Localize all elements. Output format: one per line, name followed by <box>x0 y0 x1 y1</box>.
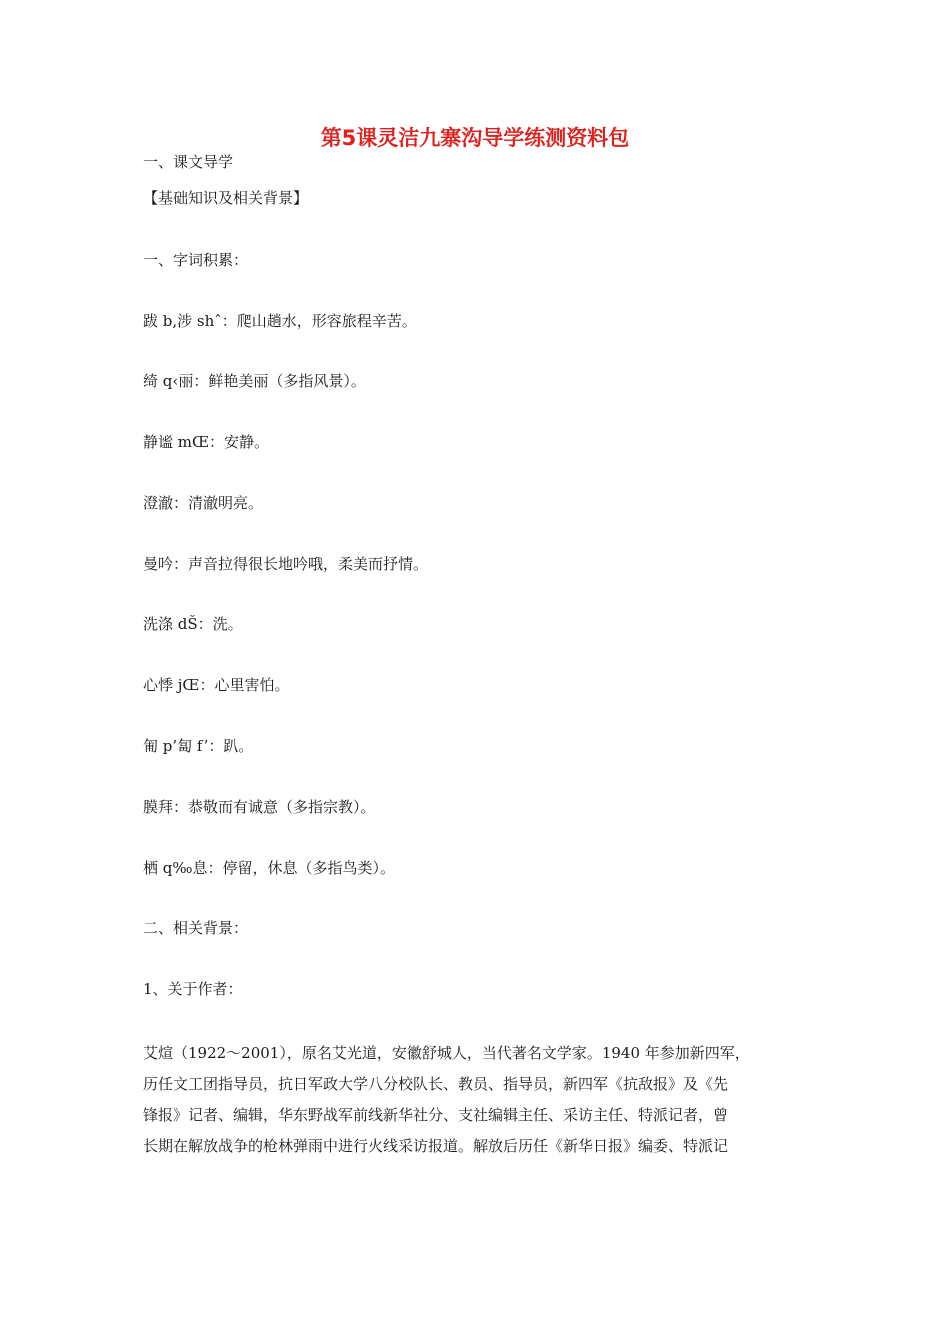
vocab-item: 曼吟：声音拉得很长地吟哦，柔美而抒情。 <box>143 555 429 573</box>
paragraph-line: 艾煊（1922～2001），原名艾光道，安徽舒城人，当代著名文学家。1940 年参加新四军， <box>143 1044 750 1062</box>
paragraph-line: 历任文工团指导员，抗日军政大学八分校队长、教员、指导员，新四军《抗敌报》及《先 <box>143 1075 729 1093</box>
vocab-item: 跋 b,涉 shˆ：爬山趟水，形容旅程辛苦。 <box>143 312 417 330</box>
vocab-item: 栖 q‰息：停留，休息（多指鸟类）。 <box>143 859 395 877</box>
vocab-item: 绮 q‹丽：鲜艳美丽（多指风景）。 <box>143 372 366 390</box>
vocab-item: 匍 p’匐 f’：趴。 <box>143 737 254 755</box>
author-paragraph <box>143 1038 811 1162</box>
vocab-item: 膜拜：恭敬而有诚意（多指宗教）。 <box>143 798 376 816</box>
document-title: 第5课灵洁九寨沟导学练测资料包 <box>320 126 630 150</box>
vocab-item: 心悸 jŒ：心里害怕。 <box>143 676 290 694</box>
vocab-item: 洗涤 dŠ：洗。 <box>143 615 243 633</box>
paragraph-line: 长期在解放战争的枪林弹雨中进行火线采访报道。解放后历任《新华日报》编委、特派记 <box>143 1137 729 1155</box>
section-heading-background: 二、相关背景： <box>143 919 249 937</box>
section-heading-lesson-guide: 一、课文导学 <box>143 153 234 171</box>
vocab-item: 澄澈：清澈明亮。 <box>143 494 264 512</box>
vocab-item: 静谧 mŒ：安静。 <box>143 433 270 451</box>
section-heading-basics: 【基础知识及相关背景】 <box>143 189 309 207</box>
section-heading-vocabulary: 一、字词积累： <box>143 251 249 269</box>
subheading-about-author: 1、关于作者： <box>143 980 243 998</box>
paragraph-line: 锋报》记者、编辑，华东野战军前线新华社分、支社编辑主任、采访主任、特派记者，曾 <box>143 1106 729 1124</box>
